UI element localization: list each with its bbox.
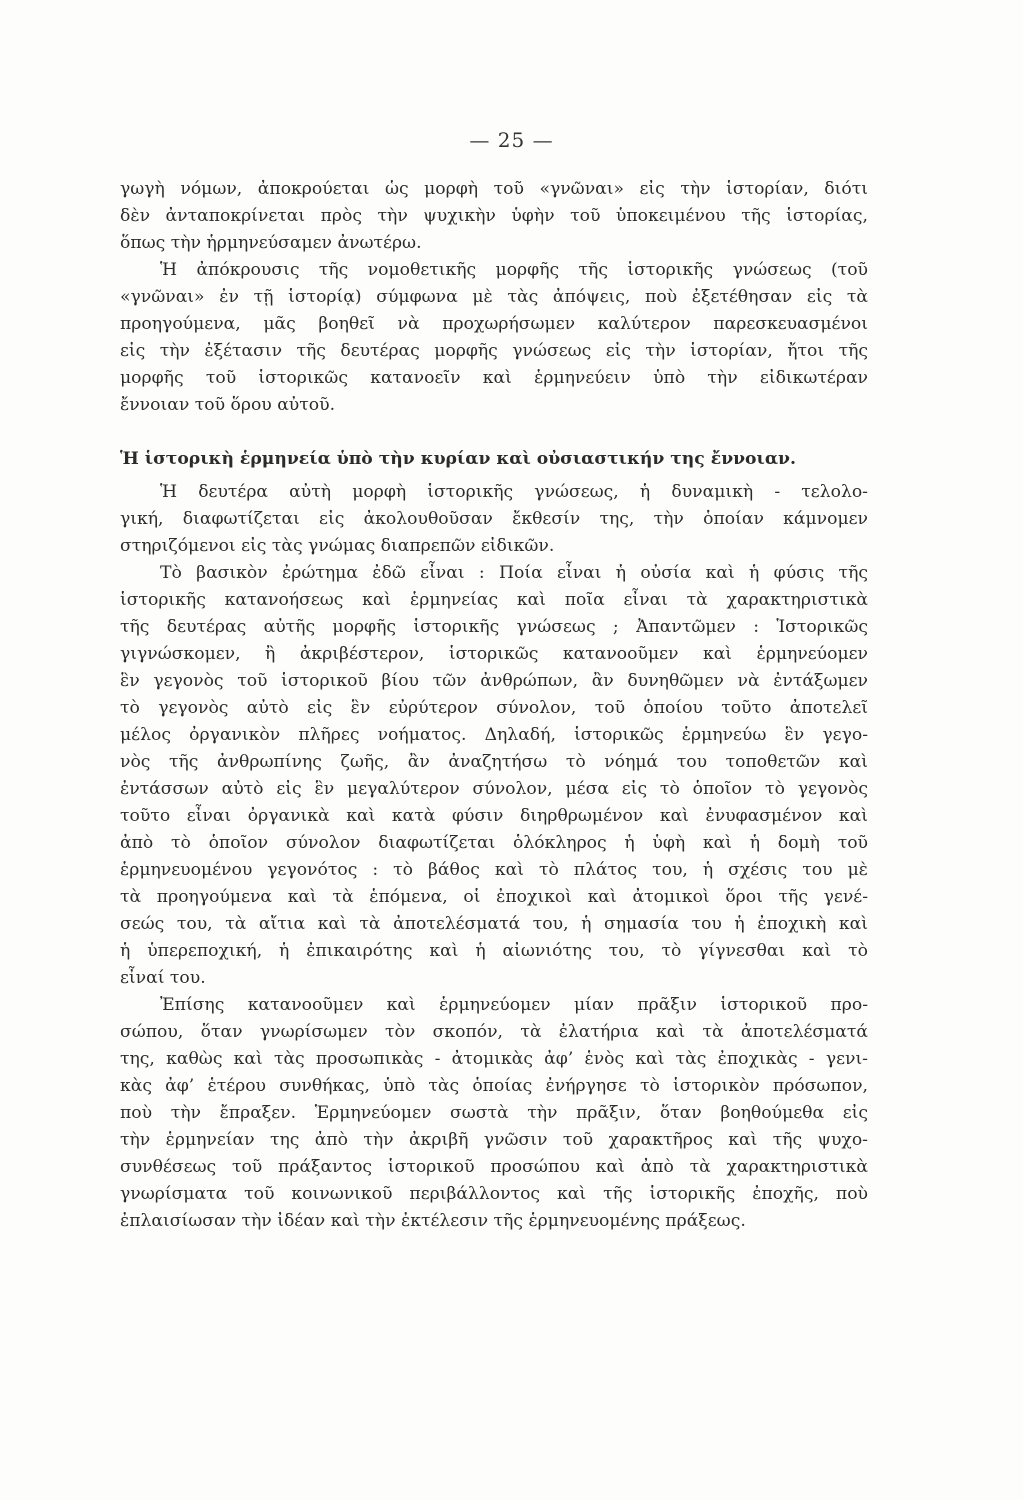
text-line: Ἡ δευτέρα αὐτὴ μορφὴ ἱστορικῆς γνώσεως, ἡ δυναμικὴ - τελολο- (160, 482, 868, 502)
text-line: σεώς του, τὰ αἴτια καὶ τὰ ἀποτελέσματά του, ἡ σημασία του ἡ ἐποχικὴ καὶ (120, 914, 868, 934)
text-line: τοῦτο εἶναι ὀργανικὰ καὶ κατὰ φύσιν διηρθρωμένον καὶ ἐνυφασμένον καὶ (120, 806, 868, 826)
text-line: γιγνώσκομεν, ἢ ἀκριβέστερον, ἱστορικῶς κατανοοῦμεν καὶ ἑρμηνεύομεν (120, 644, 868, 664)
text-line: νὸς τῆς ἀνθρωπίνης ζωῆς, ἂν ἀναζητήσω τὸ νόημά του τοποθετῶν καὶ (120, 752, 868, 772)
text-line: συνθέσεως τοῦ πράξαντος ἱστορικοῦ προσώπου καὶ ἀπὸ τὰ χαρακτηριστικὰ (120, 1157, 868, 1177)
text-line: Ἐπίσης κατανοοῦμεν καὶ ἑρμηνεύομεν μίαν πρᾶξιν ἱστορικοῦ προ- (160, 995, 868, 1015)
text-line: της, καθὼς καὶ τὰς προσωπικὰς - ἀτομικὰς ἀφ’ ἑνὸς καὶ τὰς ἐποχικὰς - γενι- (120, 1049, 868, 1069)
text-line: ἐπλαισίωσαν τὴν ἰδέαν καὶ τὴν ἐκτέλεσιν τῆς ἑρμηνευομένης πράξεως. (120, 1211, 746, 1231)
text-line: μέλος ὀργανικὸν πλῆρες νοήματος. Δηλαδή, ἱστορικῶς ἑρμηνεύω ἓν γεγο- (120, 725, 868, 745)
text-line: γνωρίσματα τοῦ κοινωνικοῦ περιβάλλοντος καὶ τῆς ἱστορικῆς ἐποχῆς, ποὺ (120, 1184, 868, 1204)
text-line: Τὸ βασικὸν ἐρώτημα ἐδῶ εἶναι : Ποία εἶναι ἡ οὐσία καὶ ἡ φύσις τῆς (160, 563, 868, 583)
section-heading: Ἡ ἱστορικὴ ἑρμηνεία ὑπὸ τὴν κυρίαν καὶ οὐσιαστικήν της ἔννοιαν. (120, 449, 796, 469)
text-line: τὴν ἑρμηνείαν της ἀπὸ τὴν ἀκριβῆ γνῶσιν τοῦ χαρακτῆρος καὶ τῆς ψυχο- (120, 1130, 868, 1150)
text-line: εἰς τὴν ἐξέτασιν τῆς δευτέρας μορφῆς γνώσεως εἰς τὴν ἱστορίαν, ἤτοι τῆς (120, 341, 868, 361)
text-line: δὲν ἀνταποκρίνεται πρὸς τὴν ψυχικὴν ὑφὴν τοῦ ὑποκειμένου τῆς ἱστορίας, (120, 206, 868, 226)
text-line: ὅπως τὴν ἡρμηνεύσαμεν ἀνωτέρω. (120, 233, 422, 253)
text-line: κὰς ἀφ’ ἑτέρου συνθήκας, ὑπὸ τὰς ὁποίας ἐνήργησε τὸ ἱστορικὸν πρόσωπον, (120, 1076, 868, 1096)
paragraph-2 (120, 257, 868, 419)
text-line: ἔννοιαν τοῦ ὅρου αὐτοῦ. (120, 395, 336, 415)
text-line: γική, διαφωτίζεται εἰς ἀκολουθοῦσαν ἔκθεσίν της, τὴν ὁποίαν κάμνομεν (120, 509, 868, 529)
text-line: «γνῶναι» ἐν τῇ ἱστορίᾳ) σύμφωνα μὲ τὰς ἀπόψεις, ποὺ ἐξετέθησαν εἰς τὰ (120, 287, 868, 307)
text-line: ἀπὸ τὸ ὁποῖον σύνολον διαφωτίζεται ὁλόκληρος ἡ ὑφὴ καὶ ἡ δομὴ τοῦ (120, 833, 868, 853)
text-line: ἡ ὑπερεποχική, ἡ ἐπικαιρότης καὶ ἡ αἰωνιότης του, τὸ γίγνεσθαι καὶ τὸ (120, 941, 868, 961)
text-line: μορφῆς τοῦ ἱστορικῶς κατανοεῖν καὶ ἑρμηνεύειν ὑπὸ τὴν εἰδικωτέραν (120, 368, 868, 388)
paragraph-3 (120, 479, 868, 560)
body-text (120, 176, 868, 1235)
text-line: σώπου, ὅταν γνωρίσωμεν τὸν σκοπόν, τὰ ἐλατήρια καὶ τὰ ἀποτελέσματά (120, 1022, 868, 1042)
text-line: τῆς δευτέρας αὐτῆς μορφῆς ἱστορικῆς γνώσεως ; Ἀπαντῶμεν : Ἱστορικῶς (120, 617, 868, 637)
text-line: ἐντάσσων αὐτὸ εἰς ἓν μεγαλύτερον σύνολον, μέσα εἰς τὸ ὁποῖον τὸ γεγονὸς (120, 779, 868, 799)
text-line: ἑρμηνευομένου γεγονότος : τὸ βάθος καὶ τὸ πλάτος του, ἡ σχέσις του μὲ (120, 860, 868, 880)
text-line: ποὺ τὴν ἔπραξεν. Ἑρμηνεύομεν σωστὰ τὴν πρᾶξιν, ὅταν βοηθούμεθα εἰς (120, 1103, 868, 1123)
paragraph-5 (120, 992, 868, 1235)
text-line: προηγούμενα, μᾶς βοηθεῖ νὰ προχωρήσωμεν καλύτερον παρεσκευασμένοι (120, 314, 868, 334)
text-line: ἓν γεγονὸς τοῦ ἱστορικοῦ βίου τῶν ἀνθρώπων, ἂν δυνηθῶμεν νὰ ἐντάξωμεν (120, 671, 868, 691)
text-line: ἱστορικῆς κατανοήσεως καὶ ἑρμηνείας καὶ ποῖα εἶναι τὰ χαρακτηριστικὰ (120, 590, 868, 610)
text-line: τὸ γεγονὸς αὐτὸ εἰς ἓν εὐρύτερον σύνολον, τοῦ ὁποίου τοῦτο ἀποτελεῖ (120, 698, 868, 718)
text-line: εἶναί του. (120, 968, 206, 988)
text-line: γωγὴ νόμων, ἀποκρούεται ὡς μορφὴ τοῦ «γνῶναι» εἰς τὴν ἱστορίαν, διότι (120, 179, 868, 199)
paragraph-1 (120, 176, 868, 257)
text-line: Ἡ ἀπόκρουσις τῆς νομοθετικῆς μορφῆς τῆς ἱστορικῆς γνώσεως (τοῦ (160, 260, 868, 280)
text-line: στηριζόμενοι εἰς τὰς γνώμας διαπρεπῶν εἰδικῶν. (120, 536, 555, 556)
page-number: — 25 — (469, 128, 554, 152)
paragraph-4 (120, 560, 868, 992)
text-line: τὰ προηγούμενα καὶ τὰ ἑπόμενα, οἱ ἐποχικοὶ καὶ ἀτομικοὶ ὅροι τῆς γενέ- (120, 887, 868, 907)
